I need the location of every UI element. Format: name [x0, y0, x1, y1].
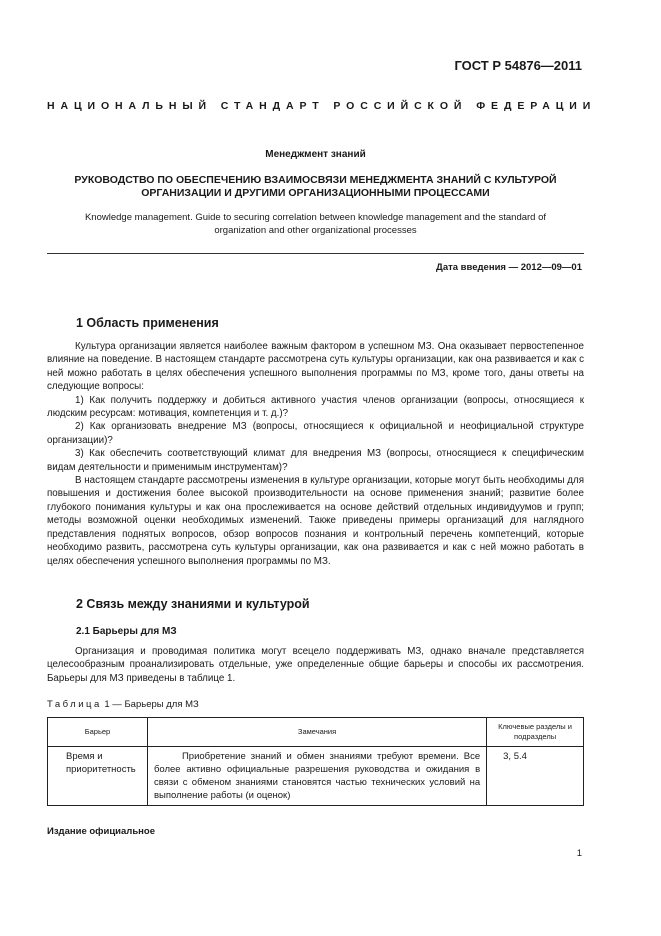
section-2-1-body — [47, 645, 584, 685]
document-subject: Менеджмент знаний — [265, 149, 366, 160]
title-ru-line-1: РУКОВОДСТВО ПО ОБЕСПЕЧЕНИЮ ВЗАИМОСВЯЗИ МЕНЕДЖМЕНТА ЗНАНИЙ С КУЛЬТУРОЙ — [74, 174, 557, 186]
table-row — [48, 747, 584, 806]
table-caption-label: Таблица — [47, 699, 102, 710]
column-header-remarks: Замечания — [147, 718, 486, 747]
cell-barrier: Время и приоритетность — [48, 747, 148, 806]
paragraph: Организация и проводимая политика могут всецело поддерживать МЗ, однако вначале представляется целесообразным проанализировать отдельные, уже определенные общие барьеры и способы их рассмотрения. Барьеры для МЗ приведены в таблице 1. — [47, 646, 584, 684]
section-2-heading: 2 Связь между знаниями и культурой — [76, 597, 310, 611]
cell-sections: 3, 5.4 — [487, 747, 584, 806]
national-standard-banner: НАЦИОНАЛЬНЫЙ СТАНДАРТ РОССИЙСКОЙ ФЕДЕРАЦИИ — [47, 100, 597, 112]
column-header-sections: Ключевые разделы и подразделы — [487, 718, 584, 747]
document-title-en — [47, 212, 584, 237]
title-en-line-1: Knowledge management. Guide to securing correlation between knowledge management and the standard of — [84, 212, 547, 223]
section-2-1-heading: 2.1 Барьеры для МЗ — [76, 626, 177, 637]
gost-number: ГОСТ Р 54876—2011 — [454, 58, 582, 73]
paragraph: Культура организации является наиболее важным фактором в успешном МЗ. Она оказывает первостепенное влияние на поведение. В настоящем стандарте рассмотрена суть культуры организации, как она развивается и как с ней можно работать в целях обеспечения успешного выполнения программы по МЗ, кроме того, даны ответы на следующие вопросы: — [47, 341, 584, 393]
header-divider — [47, 253, 584, 254]
paragraph: 2) Как организовать внедрение МЗ (вопросы, относящиеся к официальной и неофициальной структуре организации)? — [47, 421, 584, 446]
paragraph: 1) Как получить поддержку и добиться активного участия членов организации (вопросы, относящиеся к людским ресурсам: мотивация, компетенция и т. д.)? — [47, 394, 584, 420]
table-caption-text: 1 — Барьеры для МЗ — [101, 699, 199, 710]
barriers-table — [47, 717, 584, 806]
section-1-body — [47, 340, 584, 568]
paragraph: 3) Как обеспечить соответствующий климат для внедрения МЗ (вопросы, относящиеся к специфическим видам деятельности и применимым инструментам)? — [47, 448, 584, 473]
title-ru-line-2: ОРГАНИЗАЦИИ И ДРУГИМИ ОРГАНИЗАЦИОННЫМИ ПРОЦЕССАМИ — [141, 187, 490, 199]
document-title-ru — [47, 174, 584, 200]
paragraph: В настоящем стандарте рассмотрены изменения в культуре организации, которые могут быть необходимы для повышения и достижения более высокой производительности на основе применения знаний; развитие более глубокого понимания культуры и как она прослеживается на основе действий отдельных индивидуумов и групп; методы возможной оценки необходимых изменений. Также приведены примеры организаций для наглядного представления поднятых вопросов, обзор вопросов познания и контрольный перечень компетенций, которые необходимо развить, рассмотрена суть культуры организации, как она развивается и как с ней можно работать в целях обеспечения успешного выполнения программы по МЗ. — [47, 475, 584, 567]
title-en-line-2: organization and other organizational processes — [214, 224, 417, 236]
intro-date: Дата введения — 2012—09—01 — [436, 262, 582, 273]
cell-remarks: Приобретение знаний и обмен знаниями требуют времени. Все более активно официальные разрешения руководства и ожидания в связи с обменом знаниями становятся частью технических условий на выполнение работы (и оценок) — [147, 747, 486, 806]
table-caption — [47, 699, 199, 710]
table-header-row — [48, 718, 584, 747]
section-1-heading: 1 Область применения — [76, 316, 219, 330]
page-number: 1 — [576, 848, 582, 859]
official-edition-label: Издание официальное — [47, 826, 155, 837]
column-header-barrier: Барьер — [48, 718, 148, 747]
